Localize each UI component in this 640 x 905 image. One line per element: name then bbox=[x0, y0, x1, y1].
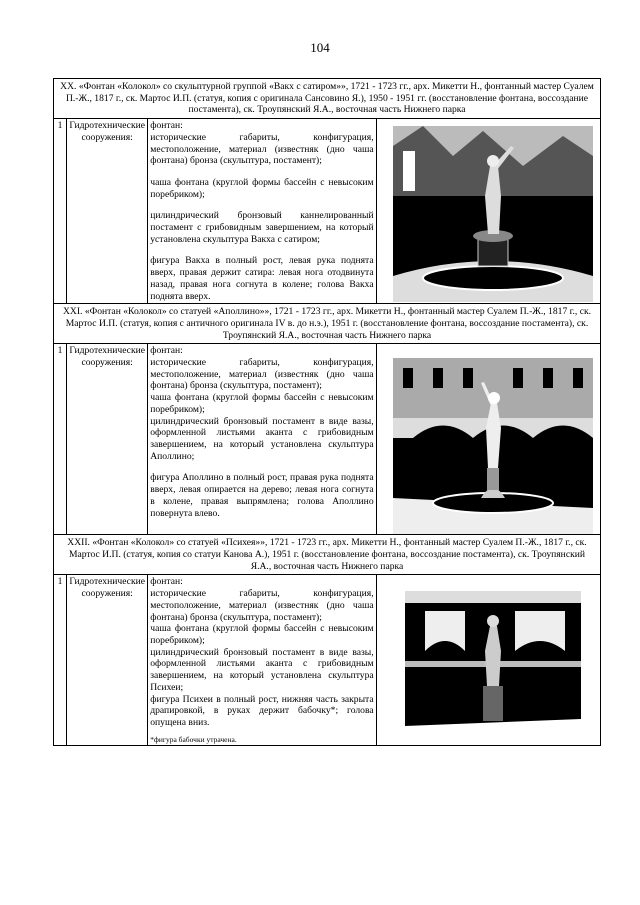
row-number: 1 bbox=[54, 119, 67, 304]
monuments-table bbox=[53, 78, 601, 746]
desc-line: цилиндрический бронзовый каннелированный постамент с грибовидным завершением, на который установлена скульптура Вакха с сатиром; bbox=[150, 210, 374, 245]
desc-line: исторические габариты, конфигурация, местоположение, материал (известняк (дно чаша фонтана) бронза (скульптура, постамент); bbox=[150, 131, 374, 167]
desc-line: цилиндрический бронзовый постамент в виде вазы, оформленной листьями аканта с грибовидным завершением, на который установлена скульптура Аполлино; bbox=[150, 415, 374, 462]
section-header: XXII. «Фонтан «Колокол» со статуей «Психея»», 1721 - 1723 гг., арх. Микетти Н., фонтанный мастер Суалем П.-Ж., 1817 г., ск. Мартос И.П. (статуя, копия со статуи Канова А.), 1951 г. (восстановление фонтана, воссоздание постамента), ск. Троупянский Я.А., восточная часть Нижнего парка bbox=[54, 535, 601, 575]
desc-line: чаша фонтана (круглой формы бассейн с невысоким поребриком); bbox=[150, 392, 374, 415]
footnote: *фигура бабочки утрачена. bbox=[150, 734, 237, 744]
section-header: XXI. «Фонтан «Колокол» со статуей «Аполлино»», 1721 - 1723 гг., арх. Микетти Н., фонтанный мастер Суалем П.-Ж., 1817 г., ск. Мартос И.П. (статуя, копия с античного оригинала IV в. до н.э.), 1951 г. (восстановление фонтана, воссоздание постамента), ск. Троупянский Я.А., восточная часть Нижнего парка bbox=[54, 304, 601, 344]
section-header-row bbox=[54, 535, 601, 575]
description-cell bbox=[148, 575, 376, 745]
photo-statue-apollino bbox=[393, 358, 593, 534]
desc-line: фигура Аполлино в полный рост, правая рука поднята вверх, левая опирается на дерево; левая нога согнута в колене, правая выпрямлена; голова Аполлино повернута влево. bbox=[150, 472, 374, 519]
desc-line: чаша фонтана (круглой формы бассейн с невысоким поребриком); bbox=[150, 623, 374, 646]
description-cell bbox=[148, 344, 376, 535]
desc-line: фонтан: bbox=[150, 120, 183, 132]
desc-line: фонтан: bbox=[150, 345, 183, 357]
desc-line: фонтан: bbox=[150, 576, 183, 588]
desc-line: исторические габариты, конфигурация, местоположение, материал (известняк (дно чаша фонтана) бронза (скульптура, постамент); bbox=[150, 588, 374, 623]
category-cell: Гидротехнические сооружения: bbox=[67, 575, 148, 745]
desc-line: фигура Вакха в полный рост, левая рука поднята вверх, правая держит сатира: левая нога отодвинута назад, правая нога согнута в колене; голова Вакха поднята вверх. bbox=[150, 255, 374, 302]
desc-line: фигура Психеи в полный рост, нижняя часть закрыта драпировкой, в руках держит бабочку*; голова опущена вниз. bbox=[150, 693, 374, 728]
photo-statue-psyche bbox=[405, 591, 581, 741]
page-number: 104 bbox=[310, 40, 330, 55]
table-row bbox=[54, 119, 601, 304]
section-header-row bbox=[54, 304, 601, 344]
photo-cell bbox=[376, 119, 600, 304]
desc-line: цилиндрический бронзовый постамент в виде вазы, оформленной листьями аканта с грибовидным завершением, на который установлена скульптура Психеи; bbox=[150, 646, 374, 693]
table-row bbox=[54, 575, 601, 745]
row-number: 1 bbox=[54, 344, 67, 535]
photo-cell bbox=[376, 575, 600, 745]
category-cell: Гидротехнические сооружения: bbox=[67, 344, 148, 535]
row-number: 1 bbox=[54, 575, 67, 745]
table-row bbox=[54, 344, 601, 535]
photo-cell bbox=[376, 344, 600, 535]
section-header: XX. «Фонтан «Колокол» со скульптурной группой «Вакх с сатиром»», 1721 - 1723 гг., арх. Микетти Н., фонтанный мастер Суалем П.-Ж., 1817 г., ск. Мартос И.П. (статуя, копия с оригинала Сансовино Я.), 1950 - 1951 гг. (восстановление фонтана, воссоздание постамента), ск. Троупянский Я.А., восточная часть Нижнего парка bbox=[54, 79, 601, 119]
desc-line: чаша фонтана (круглой формы бассейн с невысоким поребриком); bbox=[150, 176, 374, 200]
category-cell: Гидротехнические сооружения: bbox=[67, 119, 148, 304]
section-header-row bbox=[54, 79, 601, 119]
description-cell bbox=[148, 119, 376, 304]
photo-statue-bacchus bbox=[393, 126, 593, 302]
desc-line: исторические габариты, конфигурация, местоположение, материал (известняк (дно чаша фонтана) бронза (скульптура, постамент); bbox=[150, 357, 374, 392]
